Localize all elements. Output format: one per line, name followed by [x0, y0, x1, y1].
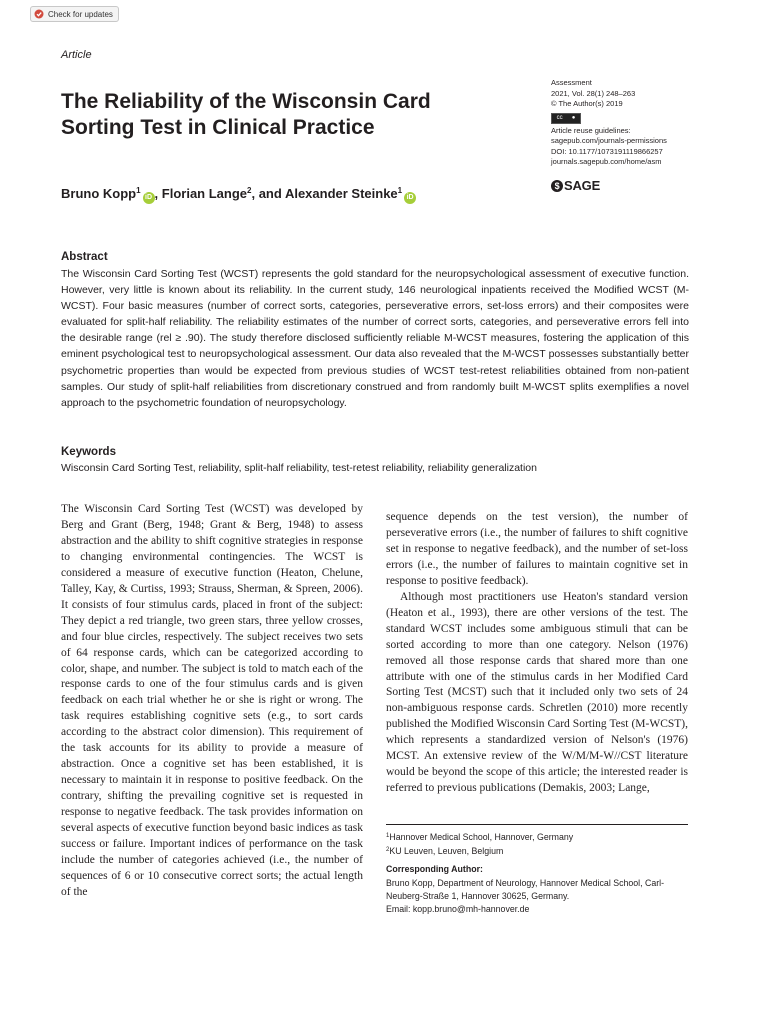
corresponding-author-address: Neuberg-Straße 1, Hannover 30625, Germany. — [386, 891, 570, 901]
journal-name: Assessment — [551, 78, 592, 87]
citation: 2021, Vol. 28(1) 248–263 — [551, 88, 636, 98]
affiliation: KU Leuven, Leuven, Belgium — [389, 846, 504, 856]
paragraph: sequence depends on the test version), the number of perseverative errors (i.e., the number of failures to shift cognitive set in response to negative feedback), and the number of set-loss errors (i.e., the number of failures to maintain cognitive set in response to positive feedback). — [386, 511, 688, 587]
author-separator: , and — [251, 186, 285, 201]
affiliation-marker: 2 — [386, 847, 390, 853]
journal-metadata — [551, 78, 721, 168]
journal-home-link[interactable]: journals.sagepub.com/home/asm — [551, 157, 662, 166]
article-type-label: Article — [61, 49, 92, 61]
reuse-link[interactable]: sagepub.com/journals-permissions — [551, 136, 667, 145]
paragraph: The Wisconsin Card Sorting Test (WCST) was developed by Berg and Grant (Berg, 1948; Grant & Berg, 1948) to assess abstraction and the ability to shift cognitive strategies in response to changing environmental contingencies. The WCST is considered a measure of executive function (Heaton, Chelune, Talley, Kay, & Curtiss, 1993; Strauss, Sherman, & Spreen, 2006). It consists of four stimulus cards, placed in front of the subject: They depict a red triangle, two green stars, three yellow crosses, and four blue circles, respectively. The subject receives two sets of 64 response cards, which can be categorized according to color, shape, and number. The subject is told to match each of the response cards to one of the four stimulus cards and is given feedback on each trial whether he or she is right or wrong. The task requires establishing cognitive sets (e.g., to sort cards according to the abstract color dimension). This requirement of the task accounts for its ability to provide a measure of abstraction. Once a cognitive set has been established, it is necessary to maintain it in response to positive feedback. On the contrary, shifting the prevailing cognitive set is requested in response to negative feedback. The task provides information on several aspects of executive function beyond basic indices as task success or failure. Important indices of performance on the task include the number of categories achieved (i.e., the number of sequences of 6 or 10 consecutive correct sorts; the actual length of the — [61, 503, 363, 898]
update-icon — [34, 9, 44, 19]
creative-commons-icon: cc ● — [551, 113, 581, 124]
author-name[interactable]: Florian Lange — [161, 186, 248, 201]
affiliation-marker: 1 — [136, 186, 141, 195]
publisher-name: SAGE — [564, 178, 601, 193]
affiliation-marker: 1 — [386, 833, 390, 839]
article-title: The Reliability of the Wisconsin Card Sorting Test in Clinical Practice — [61, 90, 431, 139]
orcid-icon[interactable]: iD — [404, 192, 416, 204]
abstract-text: The Wisconsin Card Sorting Test (WCST) represents the gold standard for the neuropsychological assessment of executive function. However, very little is known about its reliability. In the current study, 146 neurological inpatients received the Modified WCST (M-WCST). Four basic measures (number of correct sorts, categories, perseverative errors, set-loss errors) and their composites were evaluated for split-half reliability. The reliability estimates of the number of correct sorts, categories, and perseverative errors fell into the desirable range (rel ≥ .90). The study therefore disclosed sufficiently reliable M-WCST measures, fostering the application of this eminent psychological test to neuropsychological assessment. Our data also revealed that the M-WCST possesses substantially better psychometric properties than would be expected from previous studies of WCST test-retest reliabilities obtained from non-patient samples. Our study of split-half reliabilities from discretionary construed and from randomly built M-WCST splits exemplifies a novel approach to the psychometric foundation of neuropsychology. — [61, 268, 689, 409]
badge-label: Check for updates — [48, 9, 113, 19]
publisher-logo — [551, 178, 600, 193]
abstract-heading: Abstract — [61, 251, 108, 263]
author-name[interactable]: Alexander Steinke — [284, 186, 398, 201]
orcid-icon[interactable]: iD — [143, 192, 155, 204]
corresponding-author-address: Bruno Kopp, Department of Neurology, Hannover Medical School, Carl- — [386, 878, 665, 888]
check-for-updates-badge[interactable] — [30, 6, 119, 22]
keywords-text: Wisconsin Card Sorting Test, reliability, split-half reliability, test-retest reliability, reliability generalization — [61, 462, 537, 474]
affiliations — [386, 830, 696, 858]
corresponding-author-heading: Corresponding Author: — [386, 864, 483, 874]
body-column-right — [386, 510, 688, 797]
affiliation: Hannover Medical School, Hannover, Germany — [389, 832, 574, 842]
author-list — [61, 186, 416, 204]
affiliation-marker: 2 — [247, 186, 252, 195]
doi[interactable]: DOI: 10.1177/1073191119866257 — [551, 146, 663, 156]
corresponding-author-details — [386, 877, 696, 916]
affiliation-marker: 1 — [397, 186, 403, 195]
body-column-left — [61, 502, 363, 901]
keywords-heading: Keywords — [61, 446, 116, 458]
corresponding-author-email[interactable]: Email: kopp.bruno@mh-hannover.de — [386, 904, 530, 914]
copyright: © The Author(s) 2019 — [551, 99, 623, 108]
author-name[interactable]: Bruno Kopp — [61, 186, 137, 201]
reuse-label: Article reuse guidelines: — [551, 125, 631, 135]
author-separator: , — [154, 186, 162, 201]
footnote-divider — [386, 824, 688, 825]
sage-icon: $ — [551, 180, 563, 192]
paragraph: Although most practitioners use Heaton's standard version (Heaton et al., 1993), there are other versions of the test. The standard WCST includes some ambiguous stimuli that can be sorted according to more than one category. Nelson (1976) removed all those response cards that shared more than one attribute with one of the stimulus cards in her Modified Card Sorting Test (MCST) such that it included only two sets of 24 non-ambiguous response cards. Schretlen (2010) more recently published the Modified Wisconsin Card Sorting Test (M-WCST), which represents a standardized version of Nelson's (1976) MCST. An extensive review of the W/M/M-W//CST literature would be beyond the scope of this article; the interested reader is referred to previous publications (Demakis, 2003; Lange, — [386, 590, 688, 795]
